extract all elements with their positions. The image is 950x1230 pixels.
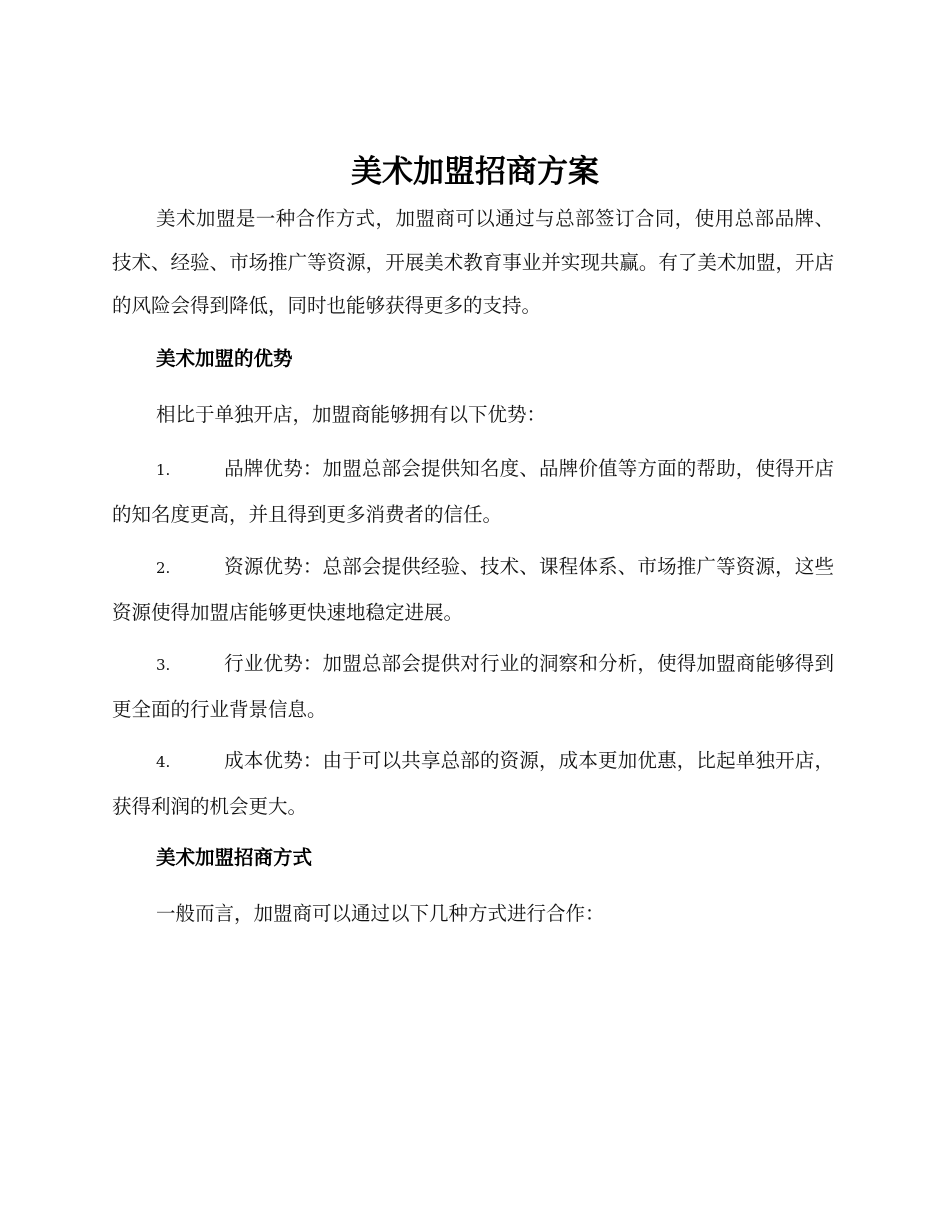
list-item-text: 行业优势：加盟总部会提供对行业的洞察和分析，使得加盟商能够得到更全面的行业背景信息。 — [112, 652, 834, 721]
methods-lead-paragraph: 一般而言，加盟商可以通过以下几种方式进行合作： — [156, 902, 605, 925]
intro-paragraph: 美术加盟是一种合作方式，加盟商可以通过与总部签订合同，使用总部品牌、技术、经验、市场推广等资源，开展美术教育事业并实现共赢。有了美术加盟，开店的风险会得到降低，同时也能够获得更多的支持。 — [112, 207, 834, 317]
list-item-text: 品牌优势：加盟总部会提供知名度、品牌价值等方面的帮助，使得开店的知名度更高，并且得到更多消费者的信任。 — [112, 457, 834, 526]
list-number: 3. — [156, 656, 171, 674]
list-number: 4. — [156, 753, 171, 771]
section-heading-advantages: 美术加盟的优势 — [156, 347, 293, 370]
list-item-text: 成本优势：由于可以共享总部的资源，成本更加优惠，比起单独开店，获得利润的机会更大。 — [112, 749, 834, 818]
advantage-item-1 — [112, 447, 834, 536]
list-number: 2. — [156, 559, 171, 577]
list-number: 1. — [156, 461, 171, 479]
section-heading-methods: 美术加盟招商方式 — [156, 846, 313, 869]
document-title: 美术加盟招商方案 — [351, 154, 599, 190]
advantage-item-3 — [112, 642, 834, 731]
advantage-item-2 — [112, 545, 834, 634]
advantages-lead-paragraph: 相比于单独开店，加盟商能够拥有以下优势： — [156, 403, 547, 426]
list-item-text: 资源优势：总部会提供经验、技术、课程体系、市场推广等资源，这些资源使得加盟店能够更快速地稳定进展。 — [112, 555, 834, 624]
advantage-item-4 — [112, 739, 834, 828]
